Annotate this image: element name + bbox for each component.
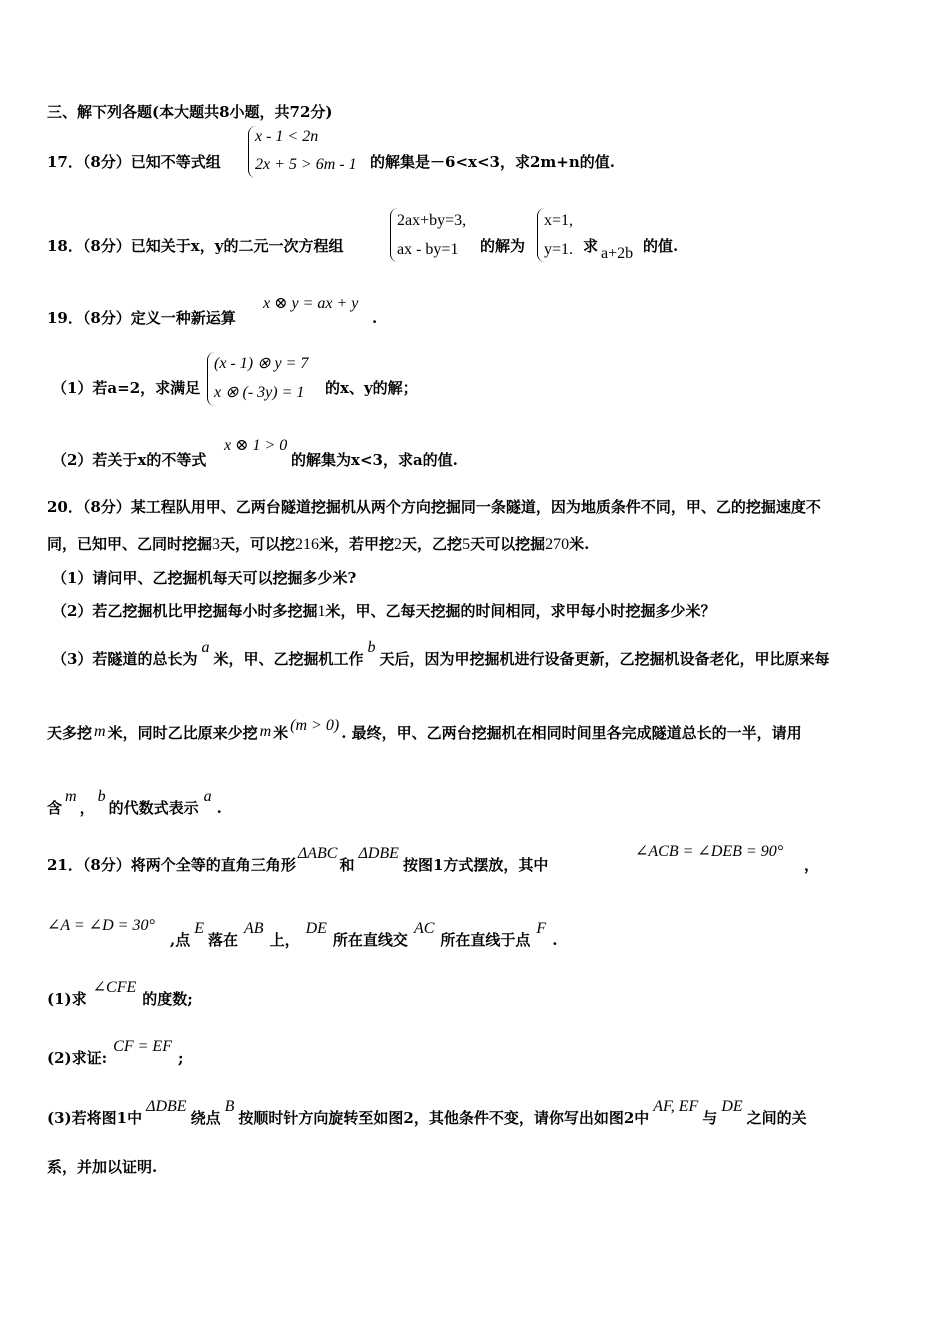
q20-days-2: 2: [394, 536, 403, 553]
q18-eq-2: ax - by=1: [397, 241, 459, 258]
q21-point-f: F: [536, 920, 547, 937]
q21-part3-triangle-dbe: ΔDBE: [146, 1098, 187, 1115]
q20-part2-text: 米，甲、乙每天挖掘的时间相同，求甲每小时挖掘多少米？: [325, 602, 716, 620]
q20-line2: [47, 535, 589, 554]
q21-triangle-dbe: ΔDBE: [358, 845, 399, 862]
q20-part3-text: 的代数式表示: [108, 799, 199, 817]
q21-segment-ab: AB: [244, 920, 264, 937]
q20-text: 同，已知甲、乙同时挖掘: [47, 535, 213, 553]
q21-point-e: E: [194, 920, 205, 937]
q21-part3-text: 按顺时针方向旋转至如图2，其他条件不变，请你写出如图2中: [238, 1109, 650, 1127]
q21-text: .: [552, 931, 558, 949]
q20-text: 天，乙挖: [402, 535, 463, 553]
q20-part3-line2: [47, 717, 802, 743]
q20-part3-line3: [47, 788, 222, 818]
q20-var-m: m: [65, 788, 77, 805]
q21-text: 按图1方式摆放，其中: [402, 856, 549, 874]
q18-eq-1: 2ax+by=3,: [397, 212, 467, 229]
q20-part2: [52, 602, 715, 621]
q20-text: 天可以挖掘: [470, 535, 546, 553]
q21-part1: [47, 979, 193, 1009]
q20-part3-text: 米，甲、乙挖掘机工作: [213, 650, 364, 668]
q20-var-m: m: [94, 723, 106, 740]
q21-segments-af-ef: AF, EF: [653, 1098, 699, 1115]
q20-var-a: a: [201, 639, 210, 656]
q20-part3-text: ，: [79, 799, 95, 817]
q20-part3-text: 天多挖: [47, 724, 93, 742]
q21-part1-text: 的度数;: [142, 990, 193, 1008]
q21-text: 和: [339, 856, 355, 874]
q19-dot: .: [372, 309, 378, 327]
q20-condition: (m > 0): [290, 717, 340, 734]
q20-part3-text: （3）若隧道的总长为: [52, 650, 198, 668]
q21-text: 所在直线交: [332, 931, 408, 949]
q21-part3-text: (3)若将图1中: [47, 1109, 143, 1127]
q21-part3-text: 绕点: [190, 1109, 221, 1127]
q21-part2-text: ;: [177, 1049, 184, 1067]
q21-segment-ac: AC: [413, 920, 435, 937]
q20-meters-270: 270: [545, 536, 570, 553]
q18-lead: 18．（8分）已知关于x，y的二元一次方程组: [47, 237, 344, 255]
q21-line1: [47, 845, 549, 875]
q21-part2: [47, 1038, 184, 1068]
q20-part3-text: 天后，因为甲挖掘机进行设备更新，乙挖掘机设备老化，甲比原来每: [379, 650, 830, 668]
q18-tail: 的值.: [643, 237, 679, 255]
q21-part2-text: (2)求证:: [47, 1049, 108, 1067]
q18-ask: 求: [583, 237, 599, 255]
q20-part3-text: .: [216, 799, 222, 817]
q21-text: 上，: [269, 931, 300, 949]
q21-text: 所在直线于点: [440, 931, 531, 949]
q20-var-b: b: [97, 788, 106, 805]
q19-lead: 19．（8分）定义一种新运算: [47, 309, 236, 327]
q21-text: 21．（8分）将两个全等的直角三角形: [47, 856, 296, 874]
q19-part1-eq-1: (x - 1) ⊗ y = 7: [214, 355, 309, 372]
q17-lead: 17．（8分）已知不等式组: [47, 153, 221, 171]
q21-part3-segment-de: DE: [721, 1098, 743, 1115]
q19-operation-definition: x ⊗ y = ax + y: [263, 295, 359, 312]
q20-text: 米.: [569, 535, 590, 553]
q20-var-a: a: [203, 788, 212, 805]
q19-part1-eq-2: x ⊗ (- 3y) = 1: [214, 384, 305, 401]
q21-angle-30: ∠A = ∠D = 30°: [47, 917, 155, 934]
q21-part3-text: 与: [702, 1109, 718, 1127]
q19-part2-tail: 的解集为x<3，求a的值.: [291, 451, 458, 469]
q20-var-m: m: [259, 723, 272, 740]
q19-part1-tail: 的x、y的解；: [325, 379, 418, 397]
q18-equation-system: [390, 208, 479, 262]
q20-text: 米，若甲挖: [319, 535, 395, 553]
q20-part2-text: （2）若乙挖掘机比甲挖掘每小时多挖掘: [52, 602, 318, 620]
q18-sol-2: y=1.: [544, 241, 574, 258]
q21-comma: ，: [804, 856, 820, 874]
q20-one-meter: 1: [317, 603, 326, 620]
q20-var-b: b: [367, 639, 376, 656]
section-title: 三、解下列各题(本大题共8小题，共72分): [47, 103, 333, 121]
q19-part2-inequality: x ⊗ 1 > 0: [224, 437, 288, 454]
q19-part1-lead: （1）若a=2，求满足: [52, 379, 201, 397]
q17-tail: 的解集是－6<x<3，求2m+n的值.: [370, 153, 615, 171]
q21-part3-line1: [47, 1098, 807, 1128]
q18-expression: a+2b: [601, 245, 634, 262]
q21-text: 落在: [208, 931, 239, 949]
q19-part2-lead: （2）若关于x的不等式: [52, 451, 207, 469]
q20-part3-text: 米: [273, 724, 289, 742]
q21-cf-equals-ef: CF = EF: [113, 1038, 172, 1055]
q17-inequality-system: [248, 126, 367, 178]
q20-days-3: 3: [212, 536, 221, 553]
q18-sol-1: x=1,: [544, 212, 574, 229]
q18-mid: 的解为: [480, 237, 526, 255]
q20-part3-text: 米，同时乙比原来少挖: [107, 724, 258, 742]
q21-part3-line2: 系，并加以证明.: [47, 1158, 158, 1176]
q17-ineq-1: x - 1 < 2n: [255, 128, 319, 145]
q21-angle-condition: ∠ACB = ∠DEB = 90°: [635, 843, 784, 860]
q21-part1-text: (1)求: [47, 990, 87, 1008]
q18-solution-system: [537, 208, 582, 262]
q20-text: 天，可以挖: [220, 535, 296, 553]
q20-part1: （1）请问甲、乙挖掘机每天可以挖掘多少米?: [52, 569, 357, 587]
q20-line1: 20．（8分）某工程队用甲、乙两台隧道挖掘机从两个方向挖掘同一条隧道，因为地质条件不同，甲、乙的挖掘速度不: [47, 498, 821, 516]
q20-part3-line1: [52, 639, 830, 669]
q21-point-b: B: [224, 1098, 235, 1115]
q21-part3-text: 之间的关: [746, 1109, 807, 1127]
q20-part3-text: 含: [47, 799, 63, 817]
q20-part3-text: . 最终，甲、乙两台挖掘机在相同时间里各完成隧道总长的一半，请用: [341, 724, 802, 742]
q21-segment-de: DE: [305, 920, 327, 937]
q17-ineq-2: 2x + 5 > 6m - 1: [255, 156, 357, 173]
q21-line2: [170, 920, 558, 950]
q19-part1-system: [207, 352, 320, 406]
q21-text: ,点: [170, 931, 191, 949]
q20-days-5: 5: [462, 536, 471, 553]
q20-meters-216: 216: [295, 536, 320, 553]
q21-angle-cfe: ∠CFE: [92, 979, 137, 996]
q21-triangle-abc: ΔABC: [297, 845, 338, 862]
